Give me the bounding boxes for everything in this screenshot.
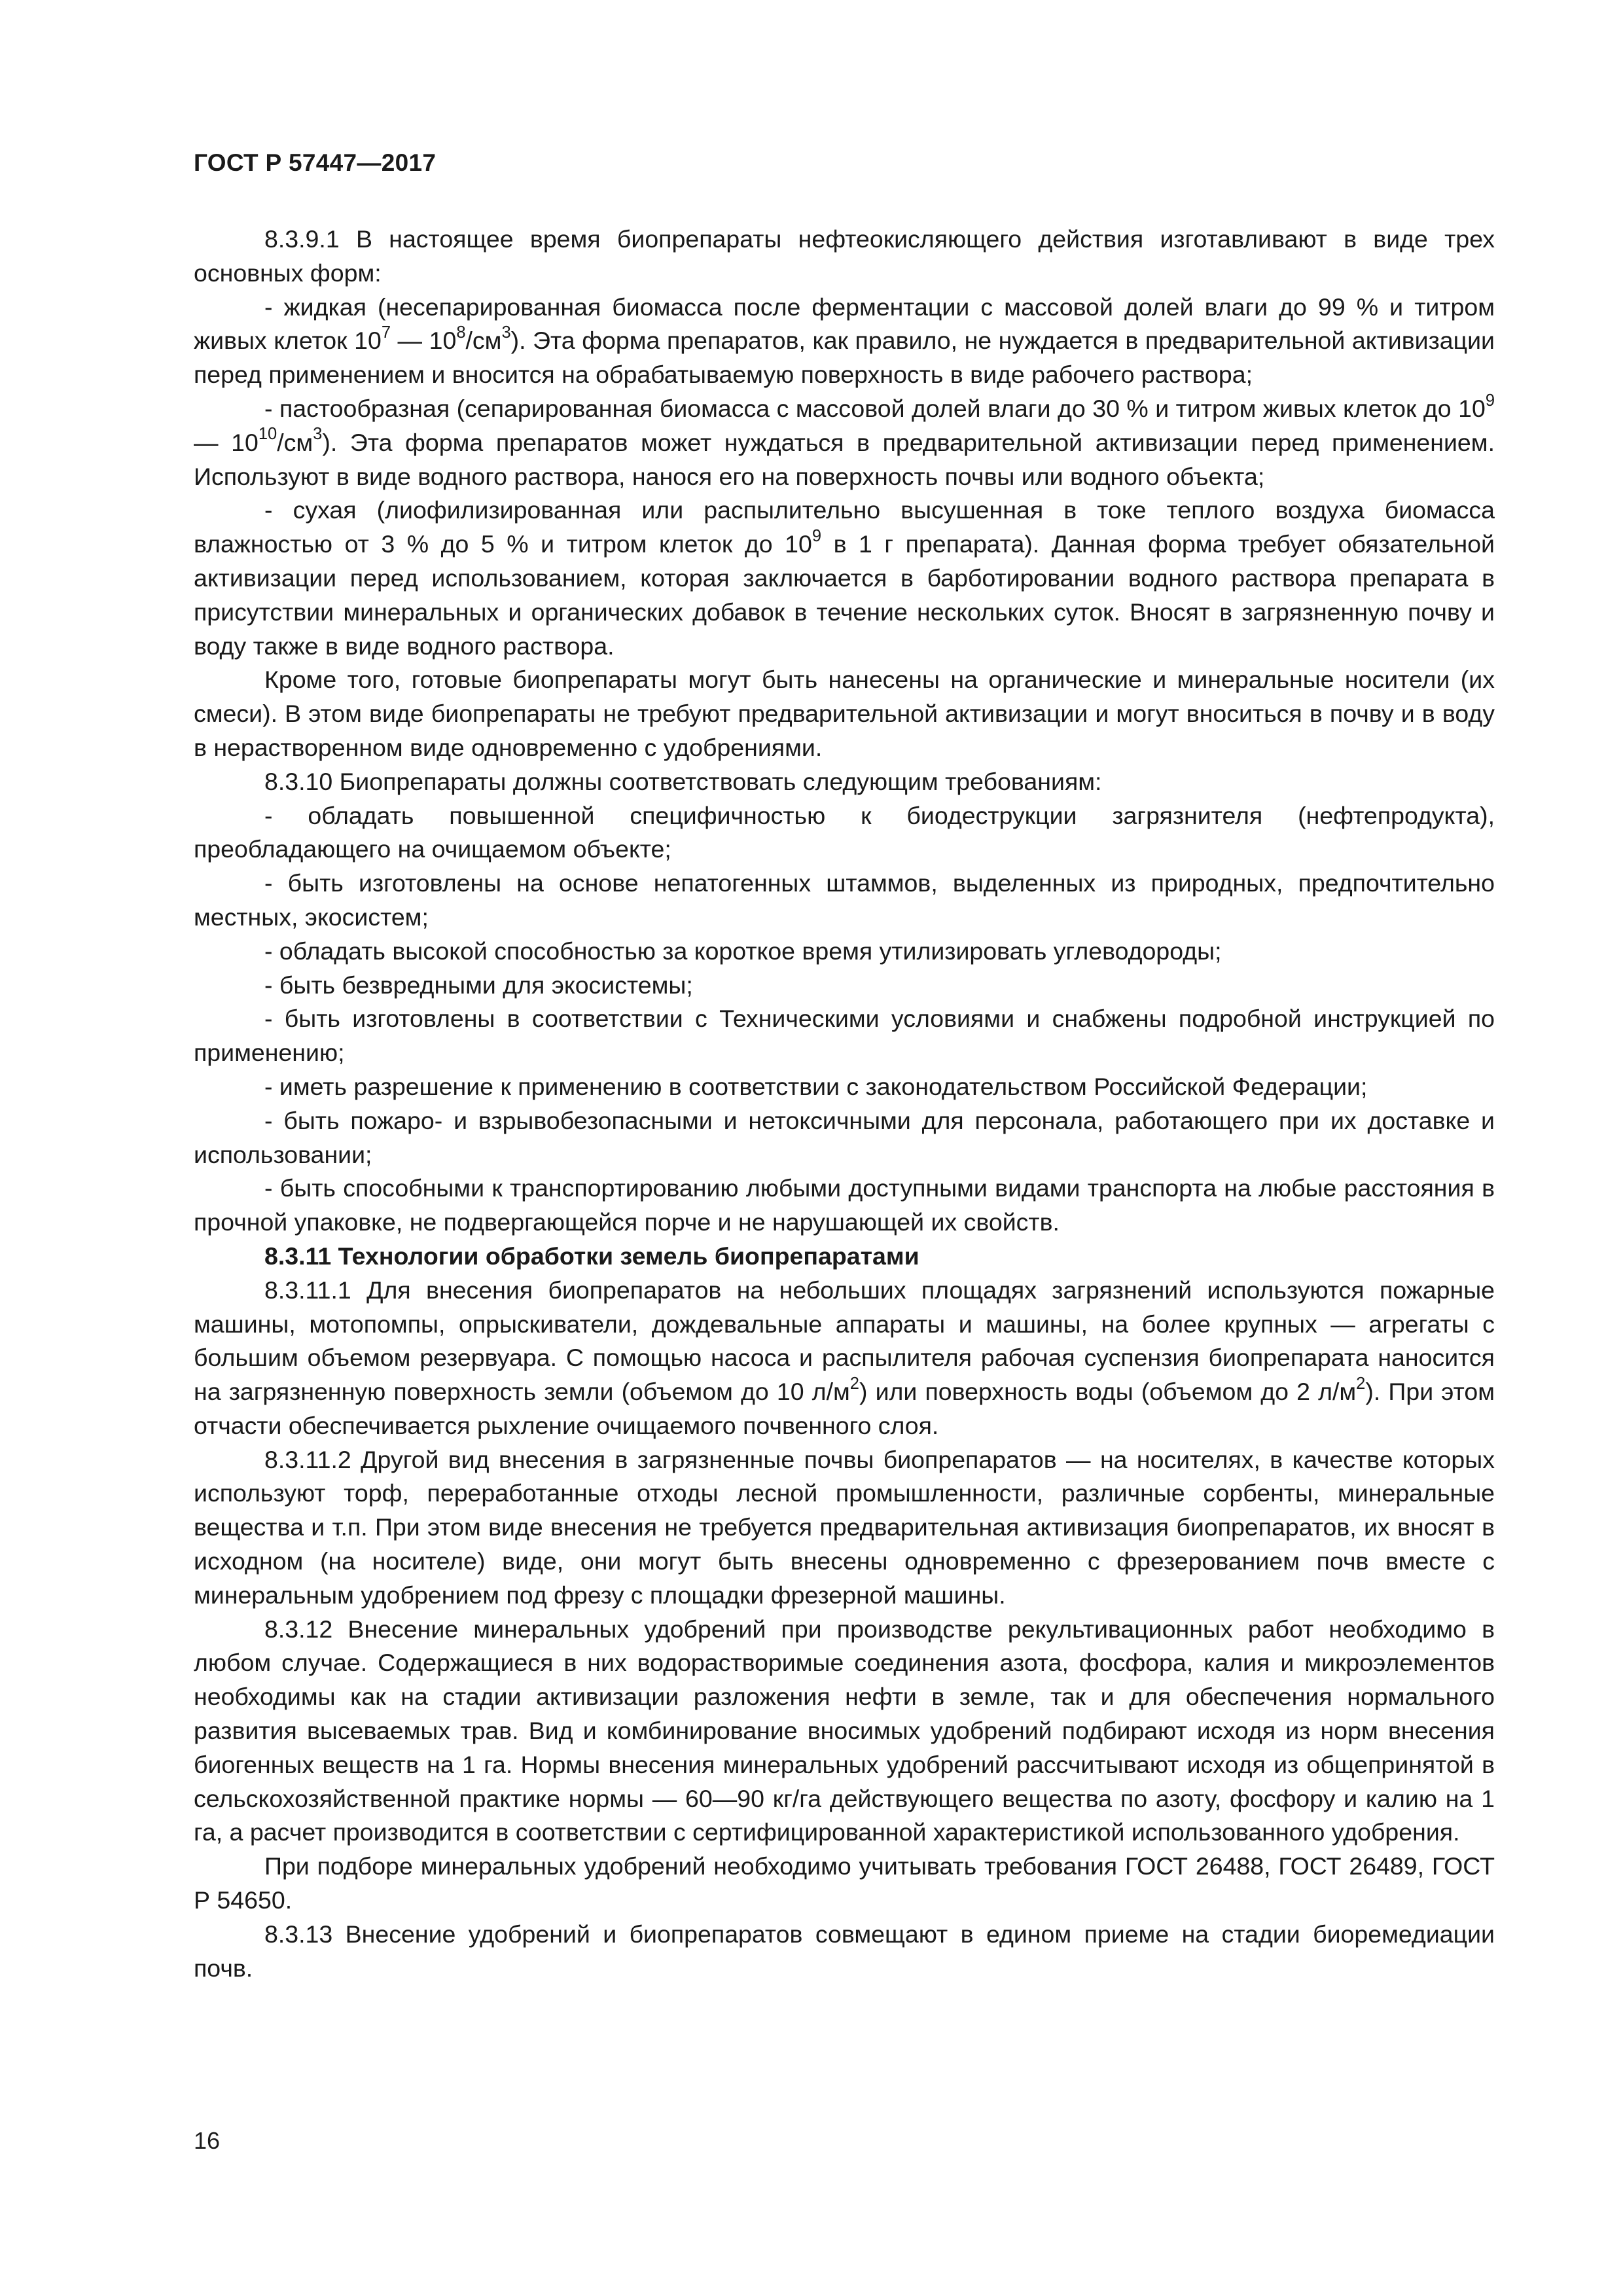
page-number: 16	[194, 2127, 221, 2154]
requirement-item: - быть способными к транспортированию любыми доступными видами транспорта на любые расстояния в прочной упаковке, не подвергающейся порче и не нарушающей их свойств.	[194, 1174, 1495, 1236]
list-item-paste-form: - пастообразная (сепарированная биомасса с массовой долей влаги до 30 % и титром живых клеток до $10^9$ — $10^{10}/см^3$). Эта форма препаратов может нуждаться в предварительной активизации перед применением. Используют в виде водного раствора, нанося его на поверхность почвы или водного объекта;	[194, 391, 1495, 490]
document-body	[194, 223, 1495, 1985]
paragraph-8-3-12: 8.3.12 Внесение минеральных удобрений при производстве рекультивационных работ необходимо в любом случае. Содержащиеся в них водорастворимые соединения азота, фосфора, калия и микроэлементов необходимы как на стадии активизации разложения нефти в земле, так и для обеспечения нормального развития высеваемых трав. Вид и комбинирование вносимых удобрений подбирают исходя из норм внесения биогенных веществ на 1 га. Нормы внесения минеральных удобрений рассчитывают исходя из общепринятой в сельскохозяйственной практике нормы — 60—90 кг/га действующего вещества по азоту, фосфору и калию на 1 га, а расчет производится в соответствии с сертифицированной характеристикой использованного удобрения.	[194, 1615, 1495, 1846]
paragraph-8-3-13: 8.3.13 Внесение удобрений и биопрепаратов совмещают в едином приеме на стадии биоремедиации почв.	[194, 1920, 1495, 1982]
paragraph-carriers: Кроме того, готовые биопрепараты могут быть нанесены на органические и минеральные носители (их смеси). В этом виде биопрепараты не требуют предварительной активизации и могут вноситься в почву и в воду в нерастворенном виде одновременно с удобрениями.	[194, 666, 1495, 761]
requirement-item: - быть изготовлены на основе непатогенных штаммов, выделенных из природных, предпочтительно местных, экосистем;	[194, 869, 1495, 931]
requirement-item: - обладать повышенной специфичностью к биодеструкции загрязнителя (нефтепродукта), преобладающего на очищаемом объекте;	[194, 801, 1495, 863]
requirement-item: - быть безвредными для экосистемы;	[264, 971, 693, 999]
requirement-item: - обладать высокой способностью за короткое время утилизировать углеводороды;	[264, 937, 1222, 965]
section-heading-8-3-11: 8.3.11 Технологии обработки земель биопрепаратами	[264, 1242, 919, 1270]
paragraph-8-3-10: 8.3.10 Биопрепараты должны соответствовать следующим требованиям:	[264, 767, 1102, 795]
paragraph-8-3-11-1: 8.3.11.1 Для внесения биопрепаратов на небольших площадях загрязнений используются пожарные машины, мотопомпы, опрыскиватели, дождевальные аппараты и машины, на более крупных — агрегаты с большим объемом резервуара. С помощью насоса и распылителя рабочая суспензия биопрепарата наносится на загрязненную поверхность земли (объемом до 10 $л/м^2$) или поверхность воды (объемом до 2 $л/м^2$). При этом отчасти обеспечивается рыхление очищаемого почвенного слоя.	[194, 1276, 1495, 1439]
requirement-item: - иметь разрешение к применению в соответствии с законодательством Российской Федерации;	[264, 1072, 1368, 1100]
paragraph-fertilizer-standards: При подборе минеральных удобрений необходимо учитывать требования ГОСТ 26488, ГОСТ 26489, ГОСТ Р 54650.	[194, 1852, 1495, 1914]
paragraph-8-3-9-1: 8.3.9.1 В настоящее время биопрепараты нефтеокисляющего действия изготавливают в виде трех основных форм:	[194, 225, 1495, 287]
requirement-item: - быть изготовлены в соответствии с Техническими условиями и снабжены подробной инструкцией по применению;	[194, 1005, 1495, 1067]
standard-header: ГОСТ Р 57447—2017	[194, 149, 437, 176]
list-item-dry-form: - сухая (лиофилизированная или распылительно высушенная в токе теплого воздуха биомасса влажностью от 3 % до 5 % и титром клеток до $10^9$ в 1 г препарата). Данная форма требует обязательной активизации перед использованием, которая заключается в барботировании водного раствора препарата в присутствии минеральных и органических добавок в течение нескольких суток. Вносят в загрязненную почву и воду также в виде водного раствора.	[194, 496, 1495, 660]
paragraph-8-3-11-2: 8.3.11.2 Другой вид внесения в загрязненные почвы биопрепаратов — на носителях, в качестве которых используют торф, переработанные отходы лесной промышленности, различные сорбенты, минеральные вещества и т.п. При этом виде внесения не требуется предварительная активизация биопрепаратов, их вносят в исходном (на носителе) виде, они могут быть внесены одновременно с фрезерованием почв вместе с минеральным удобрением под фрезу с площадки фрезерной машины.	[194, 1445, 1495, 1609]
requirement-item: - быть пожаро- и взрывобезопасными и нетоксичными для персонала, работающего при их доставке и использовании;	[194, 1106, 1495, 1168]
list-item-liquid-form: - жидкая (несепарированная биомасса после ферментации с массовой долей влаги до 99 % и титром живых клеток $10^7$ — $10^8/см^3$). Эта форма препаратов, как правило, не нуждается в предварительной активизации перед применением и вносится на обрабатываемую поверхность в виде рабочего раствора;	[194, 293, 1495, 389]
